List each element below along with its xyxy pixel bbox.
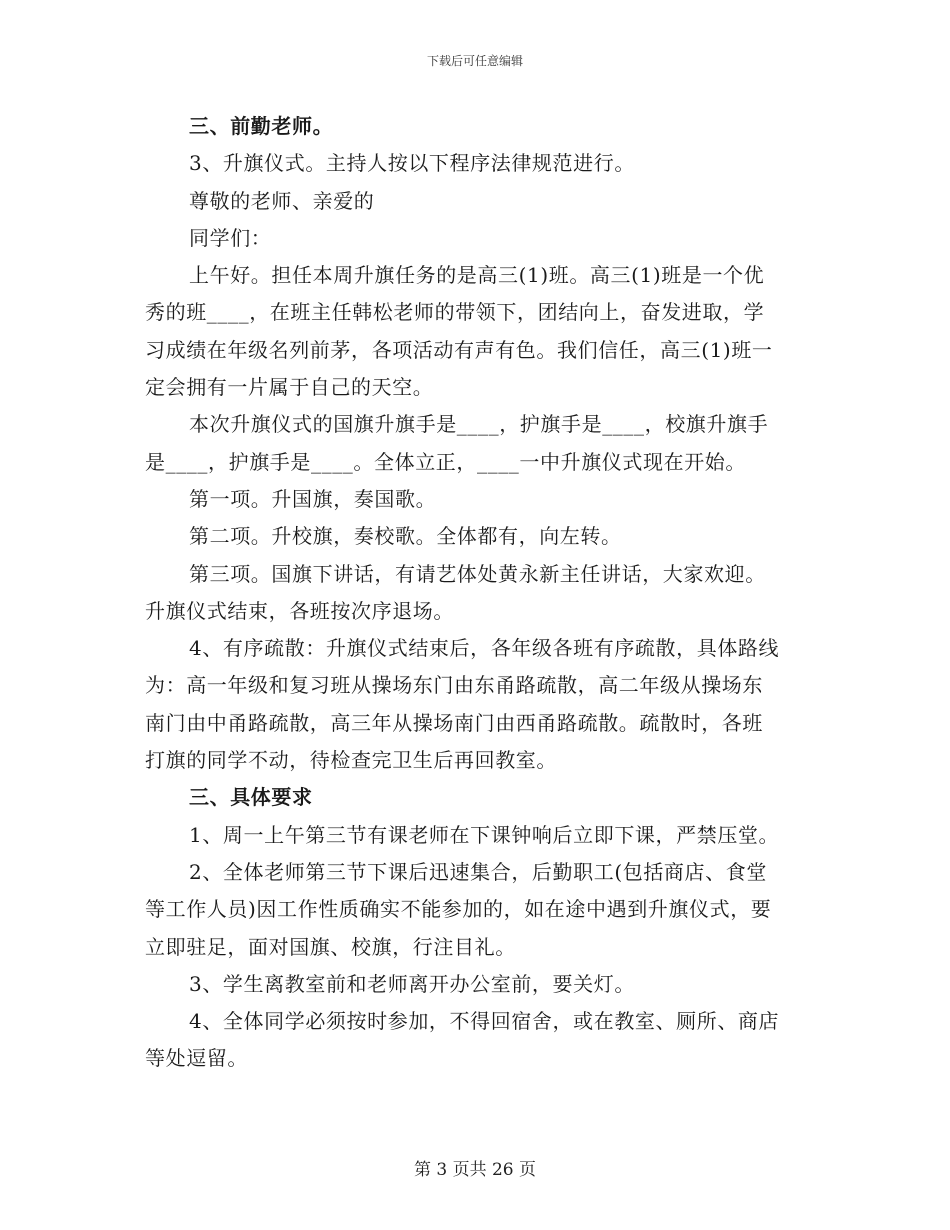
page-number: 第 3 页共 26 页 <box>413 1160 537 1180</box>
paragraph-line: 2、全体老师第三节下课后迅速集合，后勤职工(包括商店、食堂 <box>189 859 767 884</box>
paragraph-line: 南门由中甬路疏散，高三年从操场南门由西甬路疏散。疏散时，各班 <box>145 710 763 735</box>
paragraph-line: 尊敬的老师、亲爱的 <box>189 188 375 213</box>
paragraph-line: 上午好。担任本周升旗任务的是高三(1)班。高三(1)班是一个优 <box>189 263 765 288</box>
paragraph-line: 等处逗留。 <box>145 1046 248 1071</box>
paragraph-line: 等工作人员)因工作性质确实不能参加的，如在途中遇到升旗仪式，要 <box>145 897 772 922</box>
paragraph-line: 3、升旗仪式。主持人按以下程序法律规范进行。 <box>189 151 635 176</box>
paragraph-line: 秀的班____，在班主任韩松老师的带领下，团结向上，奋发进取，学 <box>145 300 765 325</box>
section-heading: 三、前勤老师。 <box>189 114 334 138</box>
paragraph-line: 升旗仪式结束，各班按次序退场。 <box>145 598 454 623</box>
paragraph-line: 是____，护旗手是____。全体立正，____一中升旗仪式现在开始。 <box>145 449 746 474</box>
document-body <box>145 108 807 1078</box>
paragraph-line: 为：高一年级和复习班从操场东门由东甬路疏散，高二年级从操场东 <box>145 673 763 698</box>
paragraph-line: 4、全体同学必须按时参加，不得回宿舍，或在教室、厕所、商店 <box>189 1009 780 1034</box>
paragraph-line: 1、周一上午第三节有课老师在下课钟响后立即下课，严禁压堂。 <box>189 822 780 847</box>
paragraph-line: 立即驻足，面对国旗、校旗，行注目礼。 <box>145 934 516 959</box>
paragraph-line: 3、学生离教室前和老师离开办公室前，要关灯。 <box>189 971 635 996</box>
paragraph-line: 第一项。升国旗，奏国歌。 <box>189 486 437 511</box>
paragraph-line: 本次升旗仪式的国旗升旗手是____，护旗手是____，校旗升旗手 <box>189 412 769 437</box>
paragraph-line: 定会拥有一片属于自己的天空。 <box>145 375 434 400</box>
paragraph-line: 第三项。国旗下讲话，有请艺体处黄永新主任讲话，大家欢迎。 <box>189 561 766 586</box>
paragraph-line: 打旗的同学不动，待检查完卫生后再回教室。 <box>145 748 557 773</box>
section-heading: 三、具体要求 <box>189 785 313 810</box>
page-header-note: 下载后可任意编辑 <box>426 54 523 68</box>
paragraph-line: 4、有序疏散：升旗仪式结束后，各年级各班有序疏散，具体路线 <box>189 636 780 661</box>
paragraph-line: 习成绩在年级名列前茅，各项活动有声有色。我们信任，高三(1)班一 <box>145 337 773 362</box>
paragraph-line: 同学们： <box>189 225 272 250</box>
paragraph-line: 第二项。升校旗，奏校歌。全体都有，向左转。 <box>189 524 622 549</box>
